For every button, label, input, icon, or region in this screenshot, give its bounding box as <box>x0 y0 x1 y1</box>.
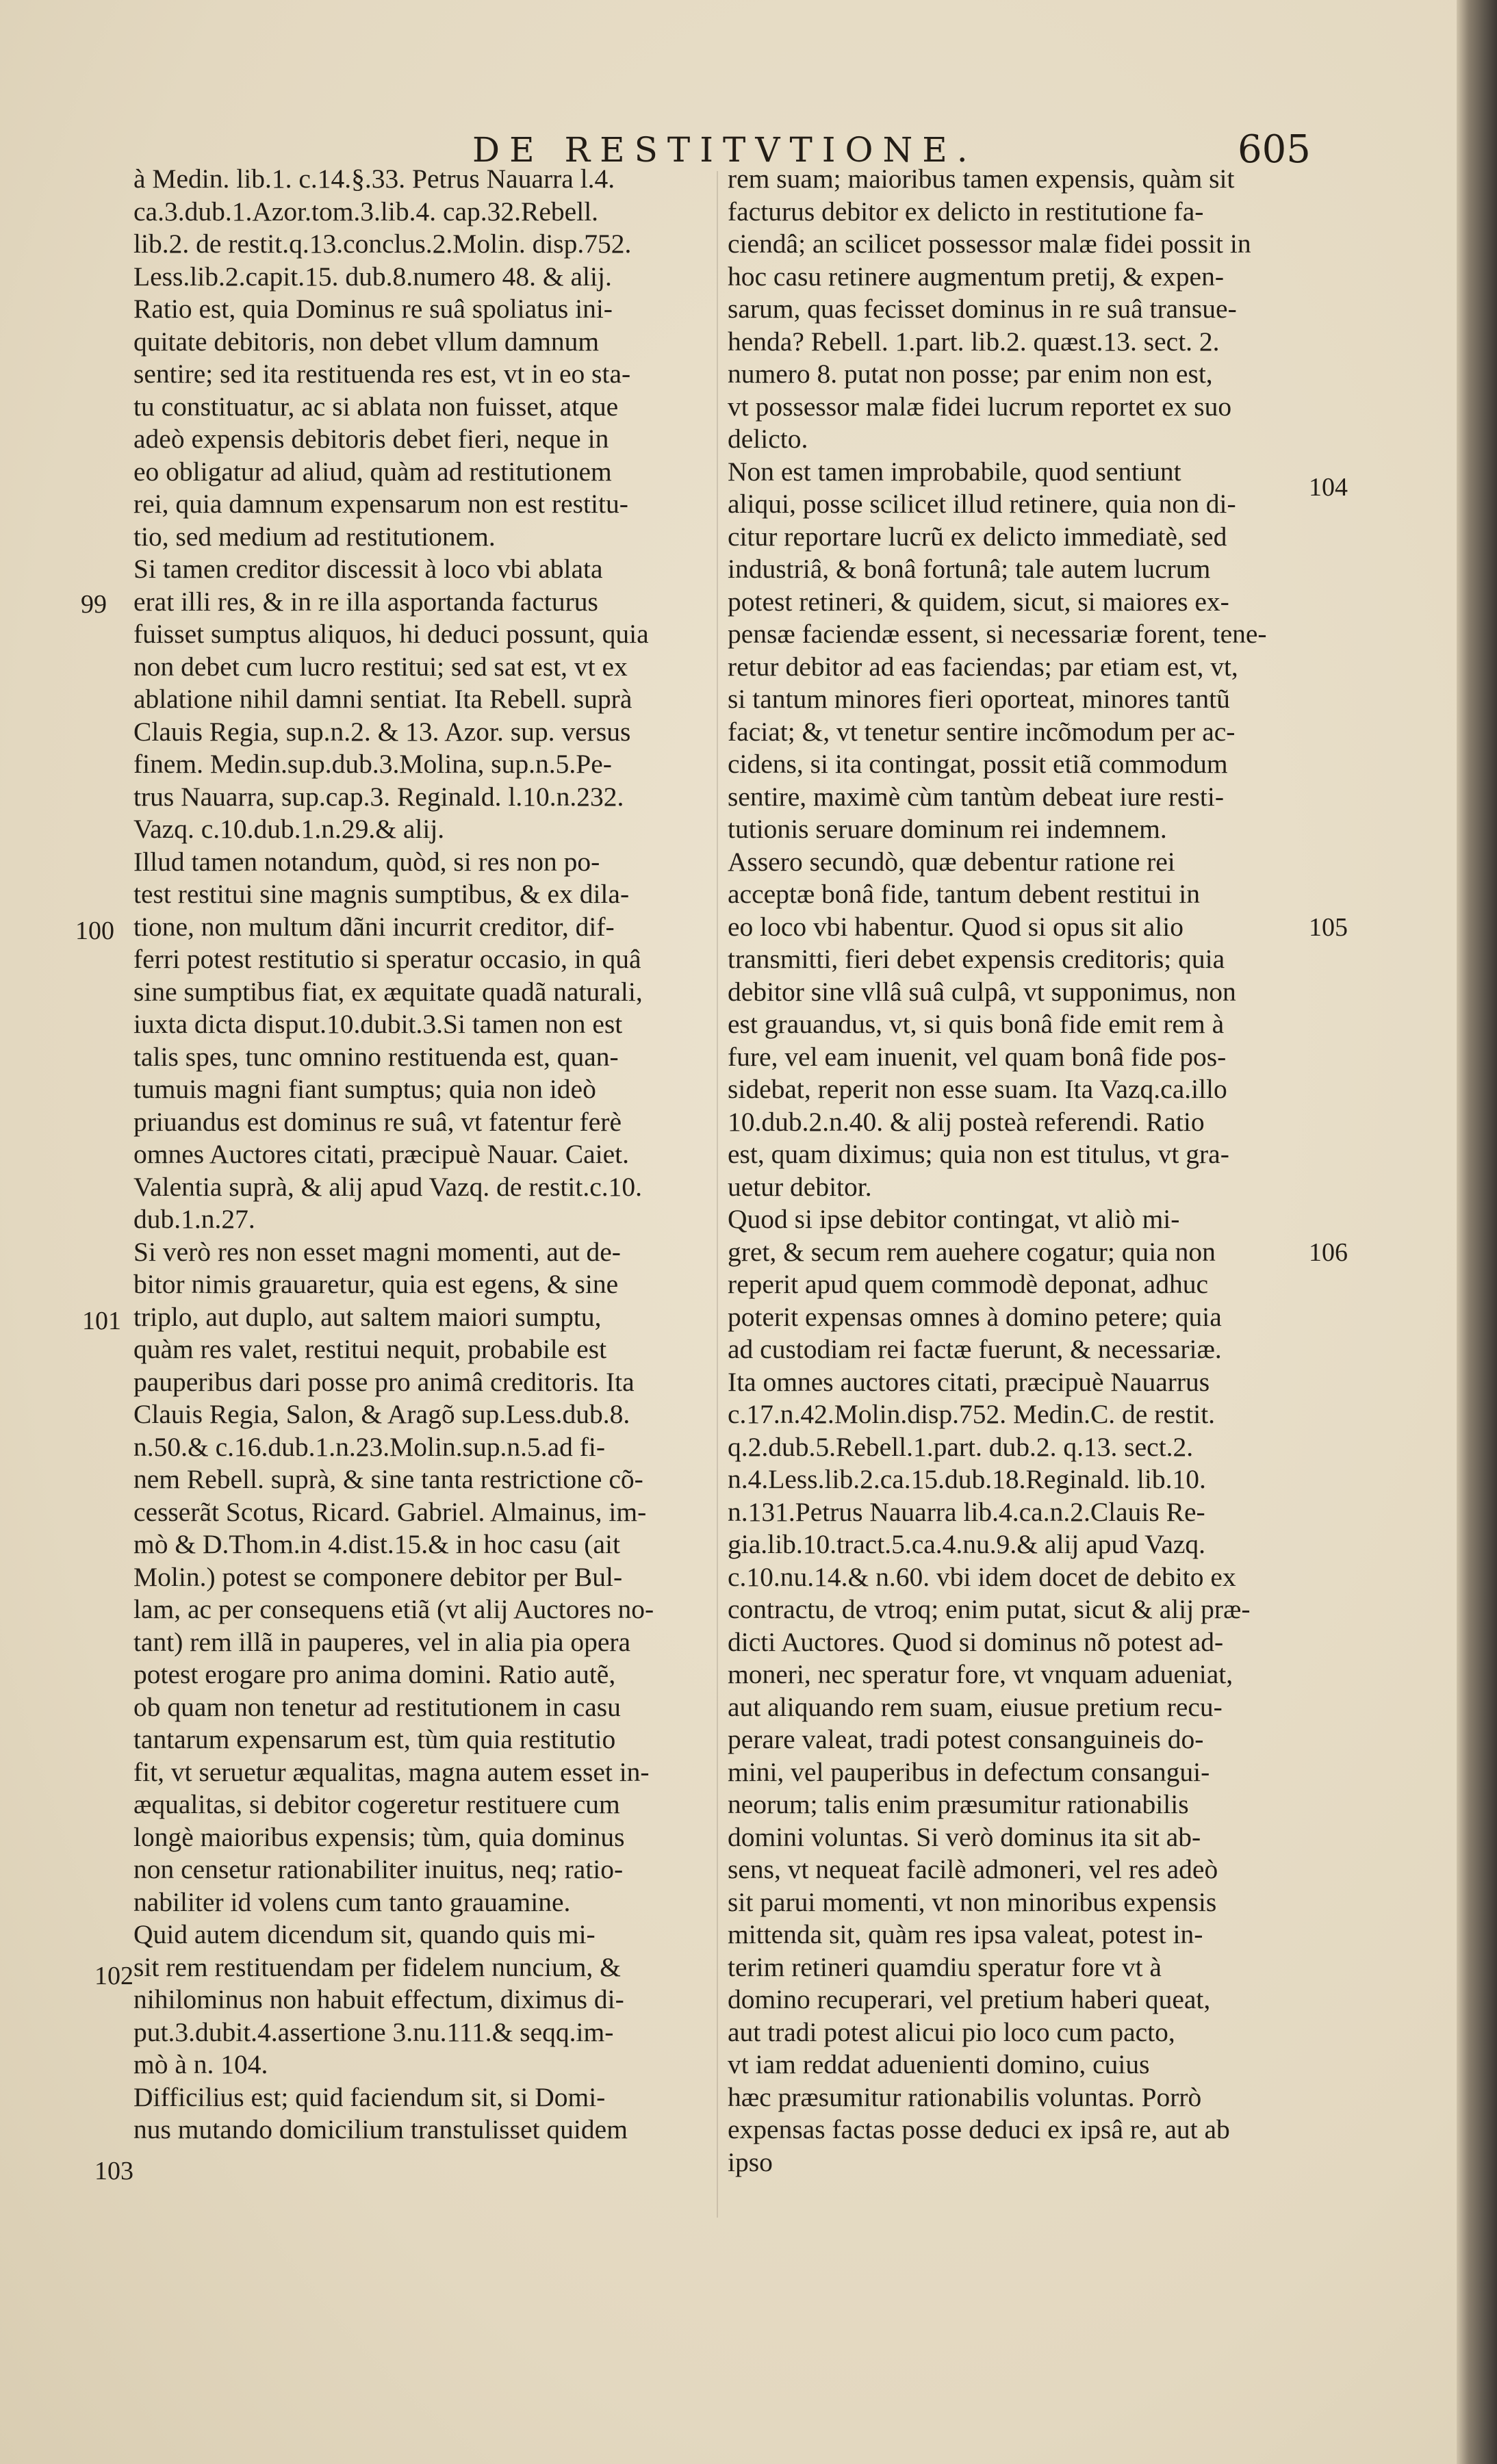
text-line: sidebat, reperit non esse suam. Ita Vazq.ca.illo <box>728 1074 1227 1104</box>
text-line: reperit apud quem commodè deponat, adhuc <box>728 1269 1208 1299</box>
text-line: sine sumptibus fiat, ex æquitate quadã naturali, <box>133 976 643 1007</box>
text-line: n.131.Petrus Nauarra lib.4.ca.n.2.Clauis Re- <box>728 1496 1205 1527</box>
text-line: eo loco vbi habentur. Quod si opus sit alio <box>728 911 1183 942</box>
text-line: Less.lib.2.capit.15. dub.8.numero 48. & alij. <box>133 261 612 292</box>
text-line: q.2.dub.5.Rebell.1.part. dub.2. q.13. sect.2. <box>728 1431 1194 1462</box>
text-line: uetur debitor. <box>728 1171 872 1202</box>
text-line: fure, vel eam inuenit, vel quam bonâ fide pos- <box>728 1041 1227 1072</box>
text-line: vt iam reddat aduenienti domino, cuius <box>728 2049 1150 2079</box>
text-line: si tantum minores fieri oporteat, minores tantũ <box>728 684 1230 714</box>
text-line: potest erogare pro anima domini. Ratio autẽ, <box>133 1659 616 1689</box>
text-line: pensæ faciendæ essent, si necessariæ forent, tene- <box>728 619 1267 649</box>
text-line: moneri, nec speratur fore, vt vnquam adueniat, <box>728 1659 1233 1689</box>
text-line: expensas factas posse deduci ex ipsâ re, aut ab <box>728 2114 1230 2144</box>
text-line: ferri potest restitutio si speratur occasio, in quâ <box>133 944 641 974</box>
text-line: gret, & secum rem auehere cogatur; quia non <box>728 1236 1216 1267</box>
text-line: numero 8. putat non posse; par enim non est, <box>728 359 1213 389</box>
text-line: n.4.Less.lib.2.ca.15.dub.18.Reginald. lib.10. <box>728 1464 1206 1494</box>
text-line: delicto. <box>728 424 808 454</box>
text-line: c.10.nu.14.& n.60. vbi idem docet de debito ex <box>728 1561 1236 1592</box>
text-line: potest retineri, & quidem, sicut, si maiores ex- <box>728 586 1229 617</box>
margin-number-104: 104 <box>1309 473 1348 502</box>
text-line: tumuis magni fiant sumptus; quia non ideò <box>133 1074 596 1104</box>
text-line: æqualitas, si debitor cogeretur restituere cum <box>133 1789 620 1819</box>
text-line: terim retineri quamdiu speratur fore vt à <box>728 1951 1162 1982</box>
text-line: aut aliquando rem suam, eiusue pretium recu- <box>728 1691 1223 1722</box>
text-line: tantarum expensarum est, tùm quia restitutio <box>133 1724 616 1754</box>
text-line: tutionis seruare dominum rei indemnem. <box>728 814 1167 844</box>
margin-number-106: 106 <box>1309 1238 1348 1267</box>
text-line: Assero secundò, quæ debentur ratione rei <box>728 846 1175 877</box>
text-line: sentire, maximè cùm tantùm debeat iure resti- <box>728 781 1225 812</box>
text-line: Si tamen creditor discessit à loco vbi ablata <box>133 554 603 584</box>
page-edge <box>1457 0 1497 2464</box>
text-line: put.3.dubit.4.assertione 3.nu.111.& seqq.im- <box>133 2016 614 2047</box>
text-line: ciendâ; an scilicet possessor malæ fidei possit in <box>728 229 1251 259</box>
text-line: retur debitor ad eas faciendas; par etiam est, vt, <box>728 651 1238 682</box>
text-line: rei, quia damnum expensarum non est restitu- <box>133 489 628 519</box>
text-line: eo obligatur ad aliud, quàm ad restitutionem <box>133 456 612 487</box>
text-line: priuandus est dominus re suâ, vt fatentur ferè <box>133 1106 622 1137</box>
running-title: DE RESTITVTIONE. <box>472 130 977 170</box>
text-line: debitor sine vllâ suâ culpâ, vt supponimus, non <box>728 976 1236 1007</box>
text-line: ipso <box>728 2146 773 2177</box>
text-line: iuxta dicta disput.10.dubit.3.Si tamen non est <box>133 1009 623 1039</box>
margin-number-105: 105 <box>1309 913 1348 942</box>
text-line: bitor nimis grauaretur, quia est egens, & sine <box>133 1269 619 1299</box>
text-line: tio, sed medium ad restitutionem. <box>133 521 496 552</box>
text-line: mittenda sit, quàm res ipsa valeat, potest in- <box>728 1919 1203 1949</box>
text-line: mò & D.Thom.in 4.dist.15.& in hoc casu (ait <box>133 1529 620 1559</box>
text-line: c.17.n.42.Molin.disp.752. Medin.C. de restit. <box>728 1399 1216 1429</box>
margin-number-102: 102 <box>94 1962 133 1990</box>
text-line: ad custodiam rei factæ fuerunt, & necessariæ. <box>728 1334 1222 1364</box>
text-line: talis spes, tunc omnino restituenda est, quan- <box>133 1041 619 1072</box>
text-line: est grauandus, vt, si quis bonâ fide emit rem à <box>728 1009 1225 1039</box>
text-line: Difficilius est; quid faciendum sit, si Domi- <box>133 2081 606 2112</box>
column-gutter <box>717 171 718 2218</box>
text-line: lam, ac per consequens etiã (vt alij Auctores no- <box>133 1594 654 1624</box>
text-line: hæc præsumitur rationabilis voluntas. Porrò <box>728 2081 1202 2112</box>
text-line: sarum, quas fecisset dominus in re suâ transue- <box>728 294 1237 324</box>
text-line: pauperibus dari posse pro animâ creditoris. Ita <box>133 1366 635 1397</box>
text-line: non debet cum lucro restitui; sed sat est, vt ex <box>133 651 628 682</box>
text-line: lib.2. de restit.q.13.conclus.2.Molin. disp.752. <box>133 229 632 259</box>
right-column <box>728 163 1313 2179</box>
text-line: finem. Medin.sup.dub.3.Molina, sup.n.5.Pe- <box>133 749 612 779</box>
text-line: aut tradi potest alicui pio loco cum pacto, <box>728 2016 1175 2047</box>
text-line: facturus debitor ex delicto in restitutione fa- <box>728 196 1204 227</box>
text-line: erat illi res, & in re illa asportanda facturus <box>133 586 598 617</box>
text-line: domini voluntas. Si verò dominus ita sit ab- <box>728 1821 1201 1852</box>
text-line: henda? Rebell. 1.part. lib.2. quæst.13. sect. 2. <box>728 326 1220 357</box>
text-line: sens, vt nequeat facilè admoneri, vel res adeò <box>728 1854 1218 1884</box>
text-line: Ita omnes auctores citati, præcipuè Nauarrus <box>728 1366 1210 1397</box>
text-line: longè maioribus expensis; tùm, quia dominus <box>133 1821 625 1852</box>
text-line: cidens, si ita contingat, possit etiã commodum <box>728 749 1228 779</box>
text-line: 10.dub.2.n.40. & alij posteà referendi. Ratio <box>728 1106 1205 1137</box>
text-line: Illud tamen notandum, quòd, si res non po- <box>133 846 600 877</box>
text-line: ablatione nihil damni sentiat. Ita Rebell. suprà <box>133 684 632 714</box>
text-line: nus mutando domicilium transtulisset quidem <box>133 2114 628 2144</box>
text-line: mò à n. 104. <box>133 2049 268 2079</box>
text-line: non censetur rationabiliter inuitus, neq; ratio- <box>133 1854 624 1884</box>
text-line: dicti Auctores. Quod si dominus nõ potest ad- <box>728 1626 1224 1657</box>
text-line: transmitti, fieri debet expensis creditoris; quia <box>728 944 1225 974</box>
text-line: sentire; sed ita restituenda res est, vt in eo sta- <box>133 359 631 389</box>
margin-number-100: 100 <box>75 916 114 945</box>
text-line: citur reportare lucrũ ex delicto immediatè, sed <box>728 521 1227 552</box>
text-line: sit parui momenti, vt non minoribus expensis <box>728 1886 1217 1917</box>
text-line: fit, vt seruetur æqualitas, magna autem esset in- <box>133 1756 650 1787</box>
text-line: ca.3.dub.1.Azor.tom.3.lib.4. cap.32.Rebell. <box>133 196 599 227</box>
text-line: ob quam non tenetur ad restitutionem in casu <box>133 1691 621 1722</box>
text-line: hoc casu retinere augmentum pretij, & expen- <box>728 261 1224 292</box>
text-line: industriâ, & bonâ fortunâ; tale autem lucrum <box>728 554 1211 584</box>
text-line: Quid autem dicendum sit, quando quis mi- <box>133 1919 596 1949</box>
text-line: Vazq. c.10.dub.1.n.29.& alij. <box>133 814 445 844</box>
text-line: triplo, aut duplo, aut saltem maiori sumptu, <box>133 1301 602 1332</box>
text-line: neorum; talis enim præsumitur rationabilis <box>728 1789 1189 1819</box>
text-line: faciat; &, vt tenetur sentire incõmodum per ac- <box>728 716 1236 747</box>
text-line: Quod si ipse debitor contingat, vt aliò mi- <box>728 1204 1180 1234</box>
text-line: mini, vel pauperibus in defectum consangui- <box>728 1756 1210 1787</box>
text-line: Ratio est, quia Dominus re suâ spoliatus ini- <box>133 294 613 324</box>
text-line: Molin.) potest se componere debitor per Bul- <box>133 1561 623 1592</box>
text-line: perare valeat, tradi potest consanguineis do- <box>728 1724 1204 1754</box>
text-line: test restitui sine magnis sumptibus, & ex dila- <box>133 879 630 909</box>
text-line: Si verò res non esset magni momenti, aut de- <box>133 1236 621 1267</box>
text-line: aliqui, posse scilicet illud retinere, quia non di- <box>728 489 1236 519</box>
text-line: vt possessor malæ fidei lucrum reportet ex suo <box>728 391 1232 422</box>
text-line: poterit expensas omnes à domino petere; quia <box>728 1301 1222 1332</box>
text-line: Clauis Regia, Salon, & Aragõ sup.Less.dub.8. <box>133 1399 630 1429</box>
text-line: nabiliter id volens cum tanto grauamine. <box>133 1886 571 1917</box>
text-line: fuisset sumptus aliquos, hi deduci possunt, quia <box>133 619 649 649</box>
text-line: quàm res valet, restitui nequit, probabile est <box>133 1334 607 1364</box>
text-line: omnes Auctores citati, præcipuè Nauar. Caiet. <box>133 1139 629 1169</box>
text-line: est, quam diximus; quia non est titulus, vt gra- <box>728 1139 1229 1169</box>
text-line: adeò expensis debitoris debet fieri, neque in <box>133 424 609 454</box>
text-line: contractu, de vtroq; enim putat, sicut & alij præ- <box>728 1594 1251 1624</box>
text-line: trus Nauarra, sup.cap.3. Reginald. l.10.n.232. <box>133 781 624 812</box>
text-line: acceptæ bonâ fide, tantum debent restitui in <box>728 879 1200 909</box>
text-line: tione, non multum dãni incurrit creditor, dif- <box>133 911 615 942</box>
page-number: 605 <box>1238 127 1311 172</box>
text-line: Non est tamen improbabile, quod sentiunt <box>728 456 1181 487</box>
text-line: cesserãt Scotus, Ricard. Gabriel. Almainus, im- <box>133 1496 647 1527</box>
text-line: domino recuperari, vel pretium haberi queat, <box>728 1984 1211 2014</box>
left-column <box>133 163 705 2146</box>
text-line: à Medin. lib.1. c.14.§.33. Petrus Nauarra l.4. <box>133 164 615 194</box>
margin-number-101: 101 <box>82 1307 121 1335</box>
text-line: nihilominus non habuit effectum, diximus di- <box>133 1984 624 2014</box>
text-line: quitate debitoris, non debet vllum damnum <box>133 326 600 357</box>
text-line: tant) rem illã in pauperes, vel in alia pia opera <box>133 1626 631 1657</box>
text-line: Valentia suprà, & alij apud Vazq. de restit.c.10. <box>133 1171 642 1202</box>
text-line: nem Rebell. suprà, & sine tanta restrictione cõ- <box>133 1464 643 1494</box>
text-line: gia.lib.10.tract.5.ca.4.nu.9.& alij apud Vazq. <box>728 1529 1206 1559</box>
text-line: Clauis Regia, sup.n.2. & 13. Azor. sup. versus <box>133 716 631 747</box>
text-line: dub.1.n.27. <box>133 1204 255 1234</box>
margin-number-99: 99 <box>81 590 107 619</box>
text-line: rem suam; maioribus tamen expensis, quàm sit <box>728 164 1235 194</box>
text-line: n.50.& c.16.dub.1.n.23.Molin.sup.n.5.ad fi- <box>133 1431 606 1462</box>
text-line: sit rem restituendam per fidelem nuncium, & <box>133 1951 621 1982</box>
text-line: tu constituatur, ac si ablata non fuisset, atque <box>133 391 619 422</box>
margin-number-103: 103 <box>94 2157 133 2185</box>
